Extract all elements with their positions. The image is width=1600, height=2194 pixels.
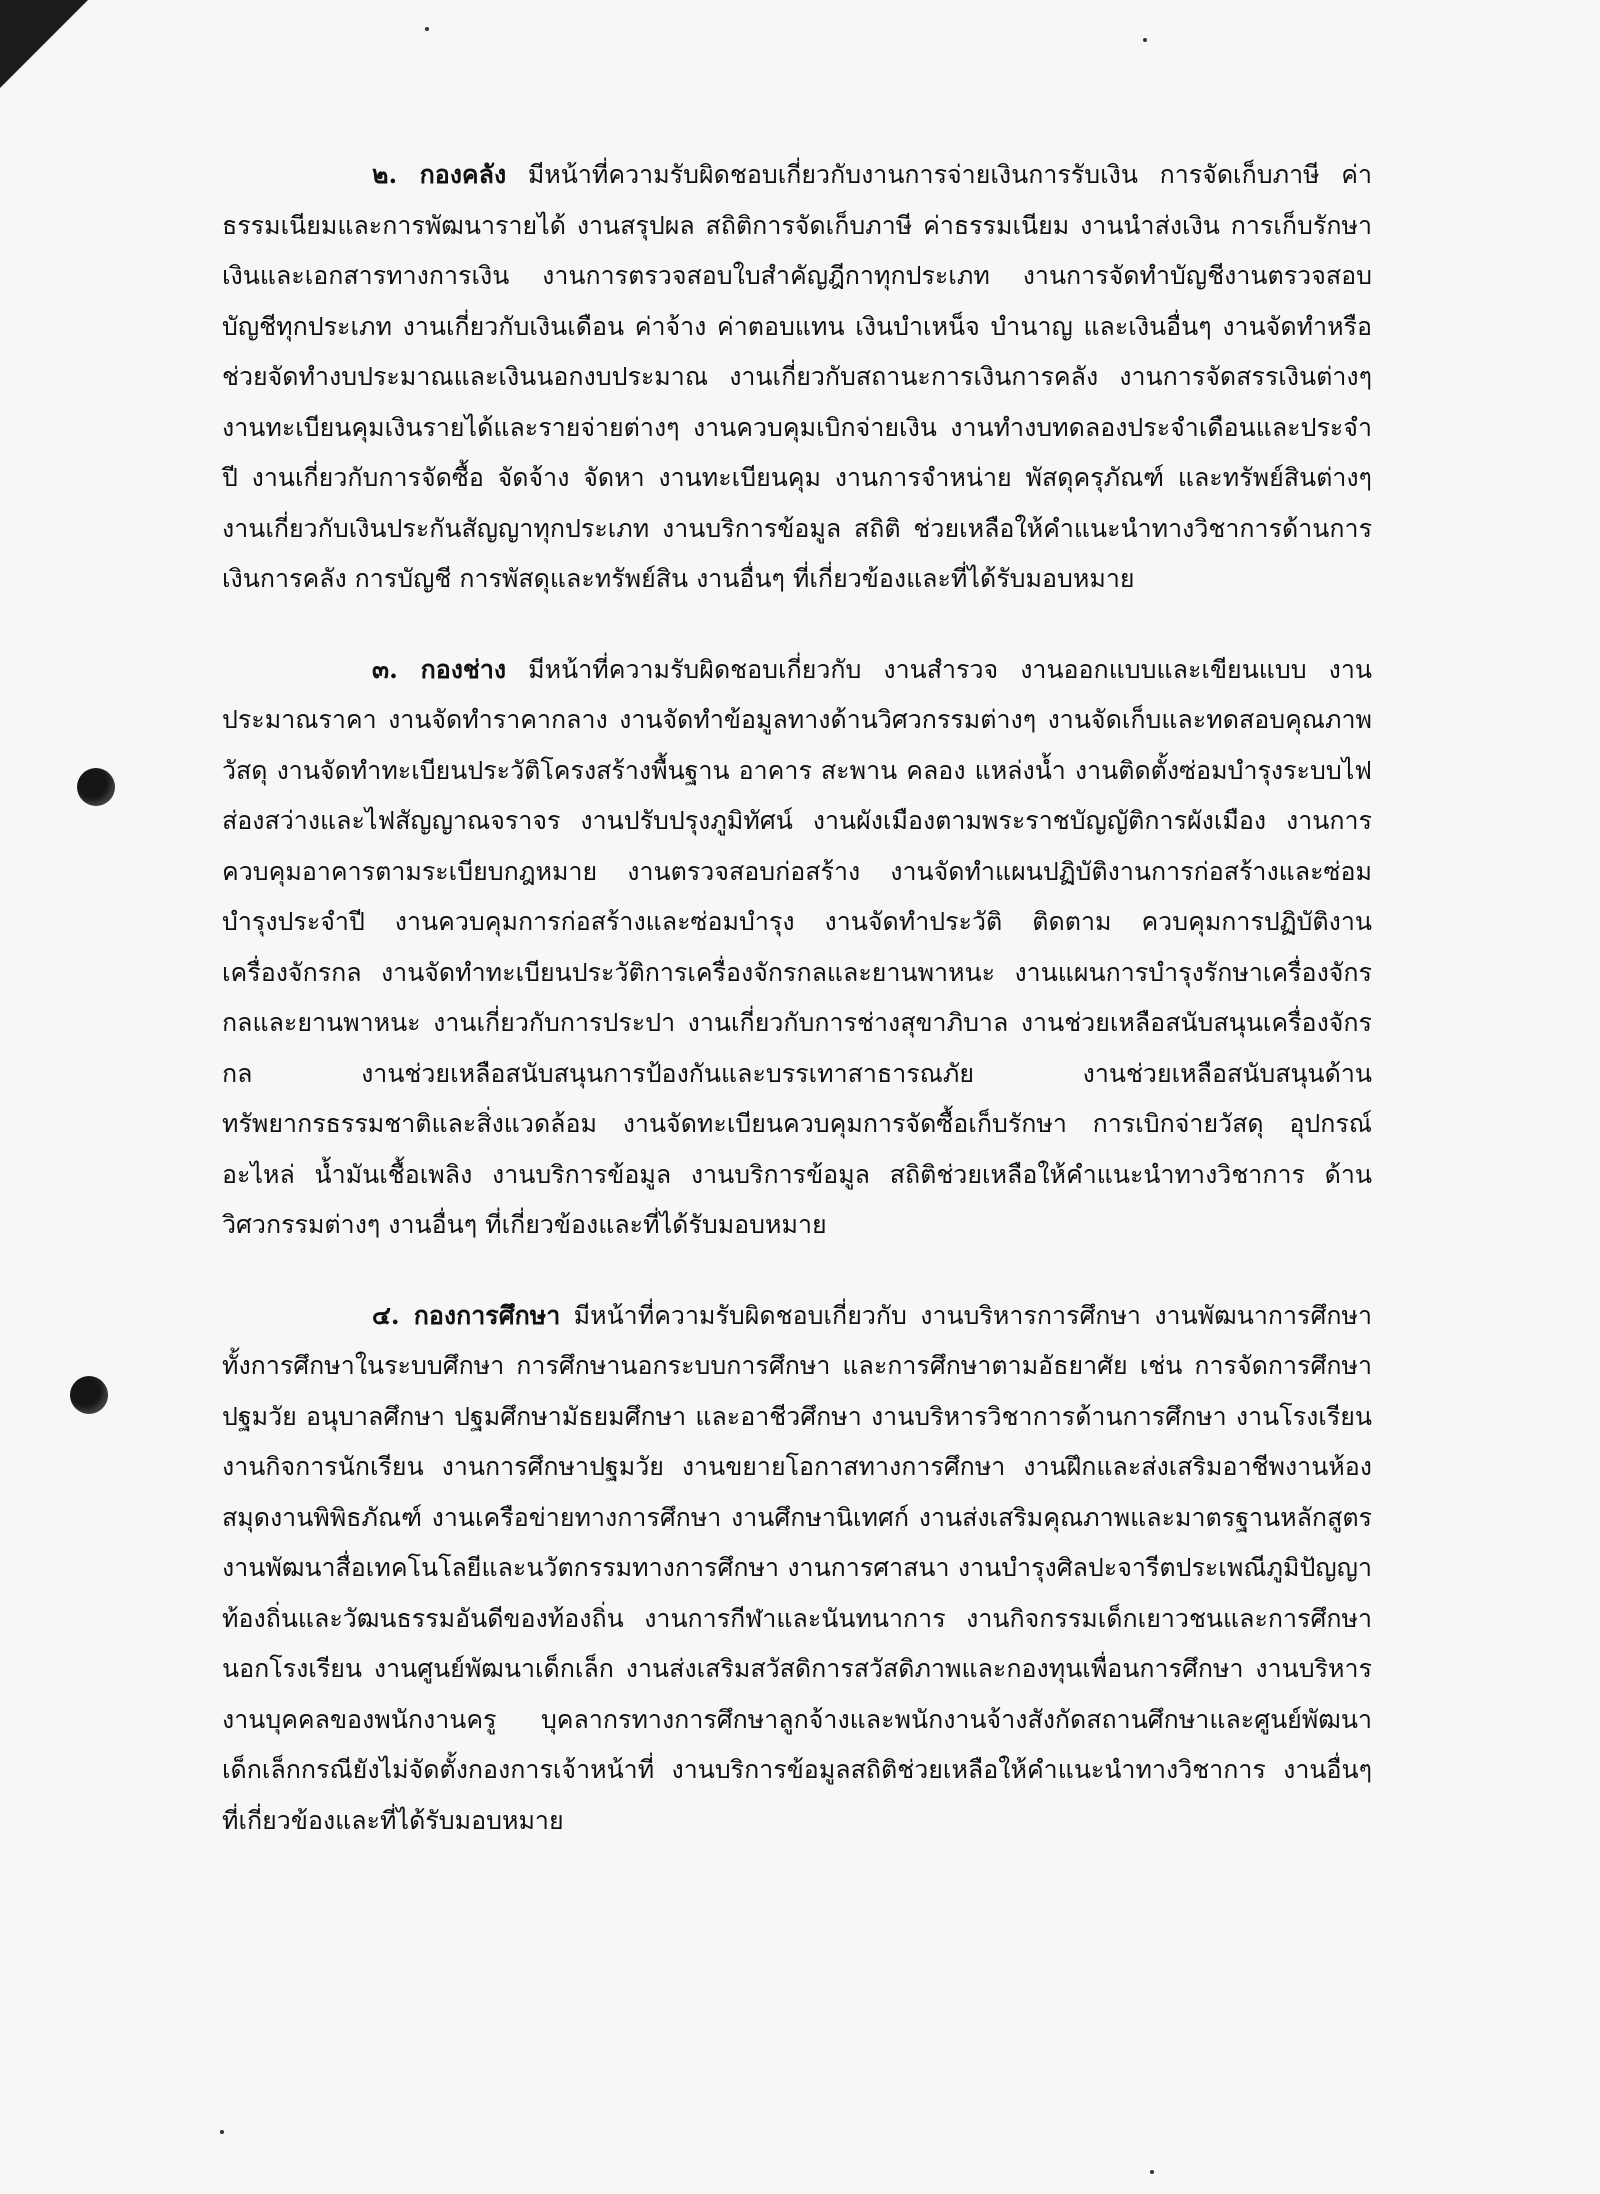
folded-corner bbox=[0, 0, 88, 88]
section-heading: ๓. กองช่าง bbox=[372, 654, 507, 684]
section-text: มีหน้าที่ความรับผิดชอบเกี่ยวกับ งานสำรวจ งานออกแบบและเขียนแบบ งานประมาณราคา งานจัดทำราคากลาง งานจัดทำข้อมูลทางด้านวิศวกรรมต่างๆ งานจัดเก็บและทดสอบคุณภาพวัสดุ งานจัดทำทะเบียนประวัติโครงสร้างพื้นฐาน อาคาร สะพาน คลอง แหล่งน้ำ งานติดตั้งซ่อมบำรุงระบบไฟส่องสว่างและไฟสัญญาณจราจร งานปรับปรุงภูมิทัศน์ งานผังเมืองตามพระราชบัญญัติการผังเมือง งานการควบคุมอาคารตามระเบียบกฎหมาย งานตรวจสอบก่อสร้าง งานจัดทำแผนปฏิบัติงานการก่อสร้างและซ่อมบำรุงประจำปี งานควบคุมการก่อสร้างและซ่อมบำรุง งานจัดทำประวัติ ติดตาม ควบคุมการปฏิบัติงานเครื่องจักรกล งานจัดทำทะเบียนประวัติการเครื่องจักรกลและยานพาหนะ งานแผนการบำรุงรักษาเครื่องจักรกลและยานพาหนะ งานเกี่ยวกับการประปา งานเกี่ยวกับการช่างสุขาภิบาล งานช่วยเหลือสนับสนุนเครื่องจักรกล งานช่วยเหลือสนับสนุนการป้องกันและบรรเทาสาธารณภัย งานช่วยเหลือสนับสนุนด้านทรัพยากรธรรมชาติและสิ่งแวดล้อม งานจัดทะเบียนควบคุมการจัดซื้อเก็บรักษา การเบิกจ่ายวัสดุ อุปกรณ์อะไหล่ น้ำมันเชื้อเพลิง งานบริการข้อมูล งานบริการข้อมูล สถิติช่วยเหลือให้คำแนะนำทางวิชาการ ด้านวิศวกรรมต่างๆ งานอื่นๆ ที่เกี่ยวข้องและที่ได้รับมอบหมาย bbox=[222, 654, 1372, 1239]
punch-hole-bottom bbox=[70, 1376, 108, 1414]
paper-speck bbox=[1143, 38, 1147, 42]
section-text: มีหน้าที่ความรับผิดชอบเกี่ยวกับงานการจ่ายเงินการรับเงิน การจัดเก็บภาษี ค่าธรรมเนียมและการพัฒนารายได้ งานสรุปผล สถิติการจัดเก็บภาษี ค่าธรรมเนียม งานนำส่งเงิน การเก็บรักษาเงินและเอกสารทางการเงิน งานการตรวจสอบใบสำคัญฎีกาทุกประเภท งานการจัดทำบัญชีงานตรวจสอบบัญชีทุกประเภท งานเกี่ยวกับเงินเดือน ค่าจ้าง ค่าตอบแทน เงินบำเหน็จ บำนาญ และเงินอื่นๆ งานจัดทำหรือช่วยจัดทำงบประมาณและเงินนอกงบประมาณ งานเกี่ยวกับสถานะการเงินการคลัง งานการจัดสรรเงินต่างๆ งานทะเบียนคุมเงินรายได้และรายจ่ายต่างๆ งานควบคุมเบิกจ่ายเงิน งานทำงบทดลองประจำเดือนและประจำปี งานเกี่ยวกับการจัดซื้อ จัดจ้าง จัดหา งานทะเบียนคุม งานการจำหน่าย พัสดุครุภัณฑ์ และทรัพย์สินต่างๆ งานเกี่ยวกับเงินประกันสัญญาทุกประเภท งานบริการข้อมูล สถิติ ช่วยเหลือให้คำแนะนำทางวิชาการด้านการเงินการคลัง การบัญชี การพัสดุและทรัพย์สิน งานอื่นๆ ที่เกี่ยวข้องและที่ได้รับมอบหมาย bbox=[222, 160, 1372, 593]
section-heading: ๔. กองการศึกษา bbox=[372, 1300, 561, 1330]
section-engineering-division bbox=[222, 645, 1372, 1251]
section-education-division bbox=[222, 1291, 1372, 1847]
paper-speck bbox=[425, 27, 429, 31]
section-text: มีหน้าที่ความรับผิดชอบเกี่ยวกับ งานบริหารการศึกษา งานพัฒนาการศึกษาทั้งการศึกษาในระบบศึกษา การศึกษานอกระบบการศึกษา และการศึกษาตามอัธยาศัย เช่น การจัดการศึกษาปฐมวัย อนุบาลศึกษา ปฐมศึกษามัธยมศึกษา และอาชีวศึกษา งานบริหารวิชาการด้านการศึกษา งานโรงเรียน งานกิจการนักเรียน งานการศึกษาปฐมวัย งานขยายโอกาสทางการศึกษา งานฝึกและส่งเสริมอาชีพงานห้องสมุดงานพิพิธภัณฑ์ งานเครือข่ายทางการศึกษา งานศึกษานิเทศก์ งานส่งเสริมคุณภาพและมาตรฐานหลักสูตร งานพัฒนาสื่อเทคโนโลยีและนวัตกรรมทางการศึกษา งานการศาสนา งานบำรุงศิลปะจารีตประเพณีภูมิปัญญาท้องถิ่นและวัฒนธรรมอันดีของท้องถิ่น งานการกีฬาและนันทนาการ งานกิจกรรมเด็กเยาวชนและการศึกษานอกโรงเรียน งานศูนย์พัฒนาเด็กเล็ก งานส่งเสริมสวัสดิการสวัสดิภาพและกองทุนเพื่อนการศึกษา งานบริหาร งานบุคคลของพนักงานครู บุคลากรทางการศึกษาลูกจ้างและพนักงานจ้างสังกัดสถานศึกษาและศูนย์พัฒนาเด็กเล็กกรณียังไม่จัดตั้งกองการเจ้าหน้าที่ งานบริการข้อมูลสถิติช่วยเหลือให้คำแนะนำทางวิชาการ งานอื่นๆ ที่เกี่ยวข้องและที่ได้รับมอบหมาย bbox=[222, 1300, 1372, 1835]
punch-hole-top bbox=[77, 768, 115, 806]
section-heading: ๒. กองคลัง bbox=[372, 160, 507, 189]
paper-speck bbox=[220, 2130, 224, 2134]
paper-speck bbox=[1150, 2170, 1154, 2174]
document-body bbox=[222, 150, 1372, 1886]
section-finance-division bbox=[222, 150, 1372, 605]
